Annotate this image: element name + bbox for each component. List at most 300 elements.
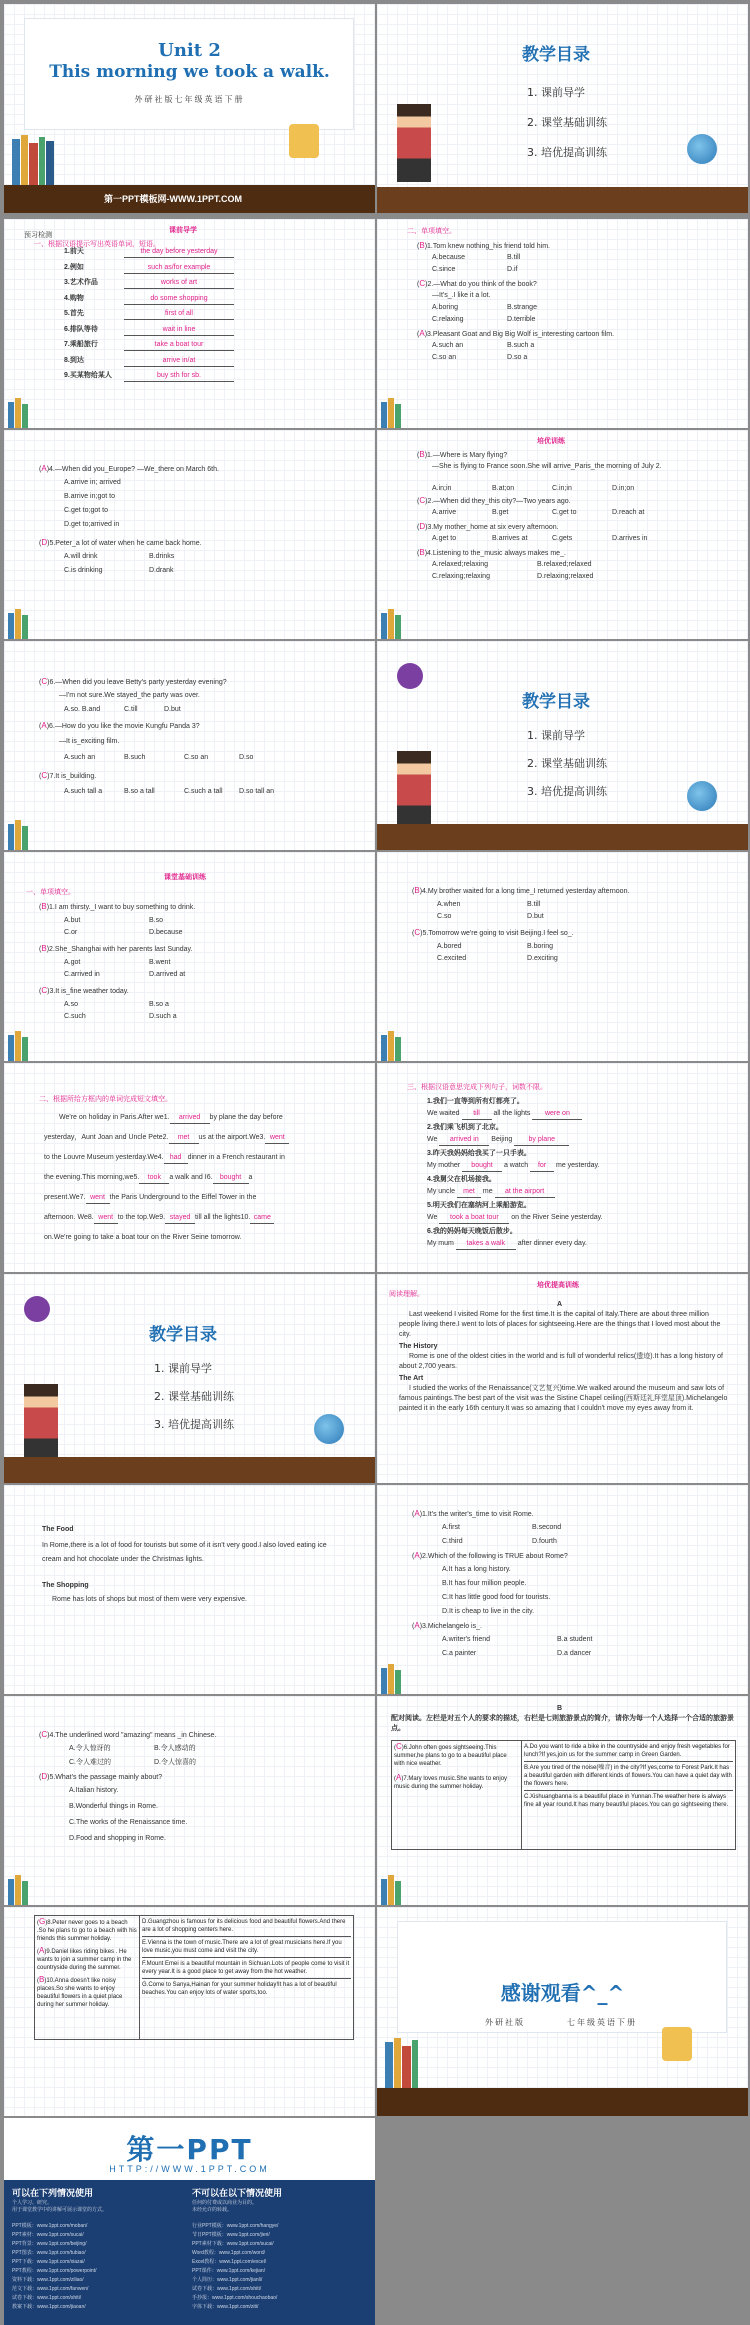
option: B.strange [507,304,537,311]
answer: B [419,548,425,557]
pencil-cup-icon [662,2027,692,2061]
option: B.till [507,254,521,261]
allowed-title: 可以在下列情况使用 [12,2188,94,2198]
sentence-answer: till [462,1109,492,1120]
option: C.so an [432,354,457,361]
option: A.boring [432,304,459,311]
answer: A [414,1551,420,1560]
option: C.such a tall [184,788,223,795]
option: A.arrive in; arrived [64,479,121,486]
option: A.so. B.and [64,706,101,713]
vocab-chinese: 6.排队等待 [64,325,98,333]
banner-text: 第一PPT模板网-WWW.1PPT.COM [104,194,242,204]
sentence-answer: met [457,1187,481,1198]
option: D.if [507,266,518,273]
footer-link[interactable]: 教案下载：www.1ppt.com/jiaoan/ [12,2304,86,2310]
books-icon [8,820,29,850]
question-text: )3.Michelangelo is_. [419,1623,482,1630]
slide-advanced-2: (C)6.—When did you leave Betty's party yesterday evening? —I'm not sure.We stayed_the party was over. A.so. B.and C.till D.but (A)6.—How do you like the movie Kungfu Panda 3? —It is_exciting film. A.such an B.such C.so an D.so (C)7.It is_building. A.such tall a B.so a tall C.such a tall D.so tall an [4,641,375,850]
sentence-answer: for [530,1161,554,1172]
question-text: )6.—When did you leave Betty's party yesterday evening? [47,679,227,686]
chinese-sentence: 5.明天我们在塞纳河上乘船游览。 [427,1202,531,1209]
footer-link[interactable]: 范文下载：www.1ppt.com/fanwen/ [12,2286,89,2292]
vocab-answer: the day before yesterday [124,247,234,258]
option: B.at;on [492,485,515,492]
vocab-chinese: 3.艺术作品 [64,279,98,286]
sentence-text: all the lights [493,1110,531,1117]
answer: D [41,538,48,547]
cloze-answer: went [94,1213,118,1224]
sentence-text: a watch [503,1162,529,1169]
option: A.writer's friend [442,1636,491,1643]
vocab-answer: take a boat tour [124,340,234,351]
option: D.such a [149,1013,177,1020]
option: C.since [432,266,456,273]
vocab-row [64,263,234,274]
section-tag: 培优提高训练 [537,1282,579,1289]
option: D.a dancer [557,1650,592,1657]
option: B.令人感动的 [154,1745,196,1752]
option: D.in;on [612,485,635,492]
question-text: )5.Peter_a lot of water when he came back home. [47,540,202,547]
slide-menu-3 [4,1274,375,1483]
cloze-answer: had [164,1153,188,1164]
option: B.so a [149,1001,169,1008]
question-text: )1.Tom knew nothing_his friend told him. [424,243,550,250]
answer: C [419,279,426,288]
option: B.such [124,754,146,761]
vocab-answer: first of all [124,309,234,320]
answer: D [41,1772,48,1781]
floor [377,2088,748,2116]
option: D.drank [149,567,174,574]
globe-icon [687,781,717,811]
footer-link[interactable]: 行业PPT模板：www.1ppt.com/hangye/ [192,2223,279,2229]
menu-item-2[interactable]: 2. 课堂基础训练 [527,757,607,770]
globe-icon [687,134,717,164]
question-text: —It is_exciting film. [59,738,120,745]
option: C.The works of the Renaissance time. [69,1819,188,1826]
badge-icon [397,663,423,689]
question-text: )7.It is_building. [47,773,97,780]
sentence-text: We [427,1214,438,1221]
question-text: )2.—When did they_this city?—Two years ago. [425,498,571,505]
sentence-text: after dinner every day. [517,1240,587,1247]
menu-item-2[interactable]: 2. 课堂基础训练 [154,1390,234,1403]
section-head: 二、单项填空。 [407,228,456,235]
option: C.is drinking [64,567,103,574]
footer-link[interactable]: PPT素材下载：www.1ppt.com/sucai/ [192,2241,274,2247]
menu-item-3[interactable]: 3. 培优提高训练 [154,1418,234,1431]
section-tag: 课前导学 [169,227,197,234]
answer: A [414,1509,420,1518]
vocab-chinese: 7.乘船旅行 [64,341,98,348]
footer-url[interactable]: HTTP://WWW.1PPT.COM [109,2164,270,2174]
section-head: 一、单项填空。 [26,889,75,896]
publisher: 外研社版七年级英语下册 [134,95,245,104]
vocab-chinese: 2.例如 [64,263,84,271]
pencil-cup-icon [289,124,319,158]
option: B.boring [527,943,554,950]
cloze-answer: met [169,1133,199,1144]
option: C.excited [437,955,467,962]
option: A.Italian history. [69,1787,119,1794]
option: D.but [527,913,544,920]
cloze-text: on.We're going to take a boat tour on the River Seine tomorrow. [44,1234,242,1241]
menu-item-3[interactable]: 3. 培优提高训练 [527,146,607,159]
option: B.arrive in;got to [64,493,115,500]
sentence-answer: by plane [514,1135,569,1146]
option: A.bored [437,943,462,950]
forbidden-item: 未经允许的转载。 [192,2207,233,2213]
option: C.gets [552,535,573,542]
menu-title: 教学目录 [522,692,590,712]
floor [377,824,748,850]
question-text: )1.It's the writer's_time to visit Rome. [419,1511,534,1518]
slide-title [4,4,375,213]
answer: A [414,1621,420,1630]
option: A.because [432,254,466,261]
cloze-text: the evening.This morning,we5. [44,1174,140,1181]
cloze-answer: arrived [170,1113,210,1124]
question-text: —I'm not sure.We stayed_the party was over. [59,692,200,699]
sentence-answer: arrived in [439,1135,489,1146]
sentence-answer: were on [532,1109,582,1120]
forbidden-list [192,2200,257,2214]
slide-choice-1: 二、单项填空。 (B)1.Tom knew nothing_his friend told him. A.because B.till C.since D.if (C)2.—What do you think of the book? —It's_.I like it a lot. A.boring B.strange C.relaxing D.terrible (A)3.Pleasant Goat and Big Big Wolf is_interesting cartoon film. A.such an B.such a C.so an D.so a [377,219,748,428]
cloze-text: dinner in a French restaurant in [187,1154,285,1161]
right-column [140,1916,353,2039]
allowed-item: 用于课堂教学中的讲解可展示课堂的方式。 [12,2207,108,2213]
option: D.get to;arrived in [64,521,120,528]
answer: C [41,1730,48,1739]
option: A.in;in [432,485,452,492]
badge-icon [24,1296,50,1322]
footer-link[interactable]: 字体下载：www.1ppt.com/ziti/ [192,2304,259,2310]
option: B.went [149,959,171,966]
slide-reading-q2: (C)4.The underlined word "amazing" means _in Chinese. A.令人惊讶的 B.令人感动的 C.令人难过的 D.令人惊喜的 (D)5.What's the passage mainly about? A.Italian history. B.Wonderful things in Rome. C.The works of the Renaissance time. D.Food and shopping in Rome. [4,1696,375,1905]
sentence-answer: took a boat tour [439,1213,509,1224]
sentence-text: My mother [427,1162,461,1169]
cloze-text: by plane the day before [209,1114,283,1121]
sentence-text: We [427,1136,438,1143]
question-text: )1.I am thirsty._I want to buy something to drink. [46,904,196,911]
vocab-row [64,371,234,382]
vocab-row [64,247,234,258]
answer: B [41,944,47,953]
option: D.Food and shopping in Rome. [69,1835,166,1842]
option: C.令人难过的 [69,1759,111,1766]
requirement: )8.Peter never goes to a beach .So he plans to go to a beach with his friends this summer holiday. [37,1920,137,1942]
answer: C [396,1742,402,1751]
option: B.a student [557,1636,593,1643]
footer-link[interactable]: PPT背景：www.1ppt.com/beijing/ [12,2241,87,2247]
option: C.third [442,1538,463,1545]
books-icon [385,2038,419,2090]
option: D.but [164,706,181,713]
vocab-row [64,340,234,351]
option: A.will drink [64,553,98,560]
menu-item-1[interactable]: 1. 课前导学 [527,729,585,742]
slide-menu-1 [377,4,748,213]
section-tag: 培优训练 [537,438,565,445]
teacher-icon [24,1384,58,1462]
slide-basic-2: (B)4.My brother waited for a long time_I returned yesterday afternoon. A.when B.till C.so D.but (C)5.Tomorrow we're going to visit Beijing.I feel so_. A.bored B.boring C.excited D.exciting [377,852,748,1061]
allowed-item: 个人学习、研究。 [12,2200,53,2206]
cloze-answer: stayed [165,1213,195,1224]
section-label: B [557,1705,563,1712]
option: D.令人惊喜的 [154,1759,196,1766]
books-icon [12,135,55,187]
right-column [522,1741,735,1849]
slide-choice-2: (A)4.—When did you_Europe? —We_there on March 6th. A.arrive in; arrived B.arrive in;got to C.get to;got to D.get to;arrived in (D)5.Peter_a lot of water when he came back home. A.will drink B.drinks C.is drinking D.drank [4,430,375,639]
lesson-title: This morning we took a walk. [49,62,330,82]
sentence-text: on the River Seine yesterday. [511,1214,603,1221]
question-text: )4.My brother waited for a long time_I returned yesterday afternoon. [419,888,630,895]
teacher-icon [397,104,431,182]
subheading: The History [399,1343,438,1350]
vocab-row [64,294,234,305]
publisher: 外研社版 [485,2018,525,2027]
vocab-chinese: 8.到达 [64,356,84,364]
chinese-sentence: 2.我们乘飞机到了北京。 [427,1124,503,1131]
vocab-answer: such as/for example [124,263,234,274]
cloze-text: afternoon. We8. [44,1214,94,1221]
vocab-chinese: 5.首先 [64,310,84,317]
menu-item-2[interactable]: 2. 课堂基础训练 [527,116,607,129]
option: B.arrives at [492,535,528,542]
answer: A [41,721,47,730]
paragraph: Rome is one of the oldest cities in the world and is full of wonderful relics(遗迹).It has a long history of about 2,700 years. [399,1353,723,1370]
place-description: B.Are you tired of the noise(噪音) in the city?If yes,come to Forest Park.It has a beautiful garden with different kinds of flowers.You can have a quiet day with the flowers here. [524,1762,733,1791]
books-icon [8,1875,29,1905]
teacher-icon [397,751,431,829]
section-head: 预习检测 [24,232,52,239]
cloze-answer: came [250,1213,274,1224]
cloze-text: us at the airport.We3. [198,1134,266,1141]
option: B.relaxed;relaxed [537,561,592,568]
option: A.but [64,917,81,924]
cloze-text: to the top.We9. [117,1214,166,1221]
matching-table [34,1915,354,2040]
place-description: G.Come to Sanya,Hainan for your summer holiday!It has a lot of beautiful beaches.You can enjoy lots of water sports,too. [142,1982,337,1996]
slide-advanced-1: 培优训练 (B)1.—Where is Mary flying? —She is flying to France soon.She will arrive_Paris_the morning of July 2. A.in;in B.at;on C.in;in D.in;on (C)2.—When did they_this city?—Two years ago. A.arrive B.get C.get to D.reach at (D)3.My mother_home at six every afternoon. A.get to B.arrives at C.gets D.arrives in (B)4.Listening to the_music always makes me_. A.relaxed;relaxing B.relaxed;relaxed C.relaxing;relaxing D.relaxing;relaxed [377,430,748,639]
unit-title: Unit 2 [158,40,221,61]
question-text: )3.My mother_home at six every afternoon. [425,524,559,531]
question-text: )6.—How do you like the movie Kungfu Panda 3? [46,723,200,730]
chinese-sentence: 3.昨天我妈妈给我买了一只手表。 [427,1150,531,1157]
slide-basic-1: 课堂基础训练 一、单项填空。 (B)1.I am thirsty._I want to buy something to drink. A.but B.so C.or D.because (B)2.She_Shanghai with her parents last Sunday. A.got B.went C.arrived in D.arrived at (C)3.It is_fine weather today. A.so B.so a C.such D.such a [4,852,375,1061]
slide-matching-1 [377,1696,748,1905]
place-description: F.Mount Emei is a beautiful mountain in Sichuan.Lots of people come to visit it every year.It is a good place to get away from the hot weather. [142,1958,351,1979]
vocab-chinese: 9.买某物给某人 [64,372,112,379]
cloze-text: a [248,1174,253,1181]
chinese-sentence: 4.我舅父在机场接我。 [427,1176,496,1183]
footer-link[interactable]: Excel教程：www.1ppt.com/excel/ [192,2259,267,2265]
question-text: )3.It is_fine weather today. [47,988,129,995]
vocab-row [64,356,234,367]
option: C.relaxing;relaxing [432,573,490,580]
vocab-answer: do some shopping [124,294,234,305]
footer-link[interactable]: 试卷下载：www.1ppt.com/shiti/ [192,2286,262,2292]
vocab-answer: wait in line [124,325,234,336]
option: C.so [437,913,452,920]
option: C.in;in [552,485,572,492]
answer: A [396,1773,402,1782]
cloze-text: a walk and I6. [169,1174,213,1181]
option: B.so [149,917,164,924]
sentence-text: We waited [427,1110,460,1117]
option: C.such [64,1013,86,1020]
slide-translate [377,1063,748,1272]
option: D.so tall an [239,788,275,795]
paragraph: I studied the works of the Renaissance(文艺复兴)time.We walked around the museum and saw lots of famous paintings.The best part of the visit was the Sistine Chapel ceiling(西斯廷礼拜堂屋顶).Michelangelo painted it in the early 16th century.It was so amazing that I couldn't move my eyes away from it. [399,1385,728,1412]
grade: 七年级英语下册 [567,2018,637,2027]
question-text: )4.—When did you_Europe? —We_there on March 6th. [46,466,219,473]
thanks-title: 感谢观看^_^ [500,1981,625,2005]
vocab-answer: works of art [124,278,234,289]
chinese-sentence: 1.我们一直等到所有灯都亮了。 [427,1098,524,1105]
matching-table [391,1740,736,1850]
footer-link[interactable]: PPT下载：www.1ppt.com/xiazai/ [12,2259,85,2265]
question-text: )4.Listening to the_music always makes me_. [424,550,566,557]
subheading: The Food [42,1526,74,1533]
vocab-row [64,325,234,336]
question-text: )1.—Where is Mary flying? [424,452,508,459]
answer: A [39,1946,45,1955]
option: B.second [532,1524,562,1531]
books-icon [381,398,402,428]
menu-item-1[interactable]: 1. 课前导学 [527,86,585,99]
paragraph: Last weekend I visited Rome for the first time.It is the capital of Italy.There are about three million people living there.I went to lots of places for sightseeing.Here are the things that I loved most about the city. [399,1311,721,1338]
option: A.令人惊讶的 [69,1745,111,1752]
answer: C [41,986,48,995]
footer-link[interactable]: PPT素材：www.1ppt.com/sucai/ [12,2232,84,2238]
footer-link[interactable]: 个人简历：www.1ppt.com/jianli/ [192,2277,263,2283]
option: A.such an [64,754,96,761]
answer: G [39,1917,46,1926]
footer-link[interactable]: PPT图表：www.1ppt.com/tubiao/ [12,2250,86,2256]
footer-link[interactable]: PPT教程：www.1ppt.com/powerpoint/ [12,2268,97,2274]
question-text: )4.The underlined word "amazing" means _in Chinese. [47,1732,217,1739]
books-icon [8,1031,29,1061]
option: D.arrived at [149,971,186,978]
answer: C [41,677,48,686]
sentence-text: My uncle [427,1188,456,1195]
answer: C [419,496,426,505]
option: B.It has four million people. [442,1580,527,1587]
place-description: D.Guangzhou is famous for its delicious food and beautiful flowers.And there are a lot of shopping centers here. [142,1918,351,1937]
option: C.relaxing [432,316,464,323]
option: A.got [64,959,81,966]
subheading: The Shopping [42,1582,89,1589]
vocab-answer: arrive in/at [124,356,234,367]
footer-link[interactable]: 手抄报：www.1ppt.com/shouchaobao/ [192,2295,278,2301]
vocab-row [64,278,234,289]
option: A.first [442,1524,460,1531]
footer-link[interactable]: PPT课件：www.1ppt.com/kejian/ [192,2268,266,2274]
option: D.exciting [527,955,558,962]
footer-link[interactable]: Word教程：www.1ppt.com/word/ [192,2250,265,2256]
footer-link[interactable]: PPT模板：www.1ppt.com/moban/ [12,2223,88,2229]
sentence-answer: at the airport [495,1187,555,1198]
option: A.arrive [432,509,457,516]
cloze-text: present.We7. [44,1194,86,1201]
option: B.get [492,509,509,516]
cloze-text: to the Louvre Museum yesterday.We4. [44,1154,164,1161]
answer: B [414,886,420,895]
slide-reading-a2 [4,1485,375,1694]
footer-link[interactable]: 资料下载：www.1ppt.com/ziliao/ [12,2277,84,2283]
menu-title: 教学目录 [149,1325,217,1345]
option: B.Wonderful things in Rome. [69,1803,158,1810]
menu-item-3[interactable]: 3. 培优提高训练 [527,785,607,798]
option: B.so a tall [124,788,155,795]
question-text: )2.Which of the following is TRUE about Rome? [419,1553,568,1560]
paragraph: In Rome,there is a lot of food for tourists but some of it isn't very good.I also loved eating ice cream and hot chocolate under the Christmas lights. [42,1542,327,1563]
option: B.such a [507,342,535,349]
option: C.get to;got to [64,507,108,514]
slide-cloze [4,1063,375,1272]
answer: C [414,928,421,937]
option: A.so [64,1001,79,1008]
place-description: C.Xishuangbanna is a beautiful place in Yunnan.The weather here is always fine all year round.It has many beautiful places.You can go sightseeing there. [524,1794,729,1808]
books-icon [8,609,29,639]
section-tag: 课堂基础训练 [164,874,206,881]
option: D.arrives in [612,535,648,542]
option: D.fourth [532,1538,557,1545]
option: C.a painter [442,1650,477,1657]
option: A.such an [432,342,464,349]
paragraph: Rome has lots of shops but most of them were very expensive. [52,1596,247,1603]
answer: A [419,329,425,338]
menu-item-1[interactable]: 1. 课前导学 [154,1362,212,1375]
sentence-answer: bought [462,1161,502,1172]
slide-menu-2 [377,641,748,850]
answer: B [41,902,47,911]
books-icon [381,609,402,639]
question-text: )2.—What do you think of the book? [425,281,537,288]
answer: A [41,464,47,473]
requirement: )7.Mary loves music.She wants to enjoy music during the summer holiday. [394,1776,508,1790]
sentence-text: Beijing [491,1136,513,1143]
requirement: )6.John often goes sightseeing.This summer,he plans to go to a beautiful place with nice weather. [394,1745,507,1767]
footer-link[interactable]: 试卷下载：www.1ppt.com/shiti/ [12,2295,82,2301]
cloze-text: yesterday，Aunt Joan and Uncle Pete2. [44,1134,169,1141]
option: A.when [437,901,461,908]
vocab-chinese: 1.前天 [64,248,84,255]
link-list-right [192,2222,278,2312]
option: C.It has little good food for tourists. [442,1594,551,1601]
footer-link[interactable]: 节日PPT模板：www.1ppt.com/jieri/ [192,2232,270,2238]
footer-panel [4,2180,375,2325]
globe-icon [314,1414,344,1444]
answer: D [419,522,426,531]
option: D.so a [507,354,528,361]
place-description: E.Vienna is the town of music.There are a lot of great musicians here.If you love music,you must come and visit the city. [142,1937,351,1958]
section-head: 三、根据汉语意思完成下列句子，词数不限。 [407,1084,547,1091]
question-text: —She is flying to France soon.She will arrive_Paris_the morning of July 2. [432,463,662,470]
answer: C [41,771,48,780]
sentence-answer: takes a walk [456,1239,516,1250]
option: A.relaxed;relaxing [432,561,489,568]
cloze-answer: took [139,1173,169,1184]
requirement: )9.Daniel likes riding bikes . He wants to join a summer camp in the countryside during the summer. [37,1949,132,1971]
question-text: )3.Pleasant Goat and Big Big Wolf is_interesting cartoon film. [424,331,615,338]
books-icon [381,1664,402,1694]
link-list-left [12,2222,96,2312]
option: D.It is cheap to live in the city. [442,1608,535,1615]
